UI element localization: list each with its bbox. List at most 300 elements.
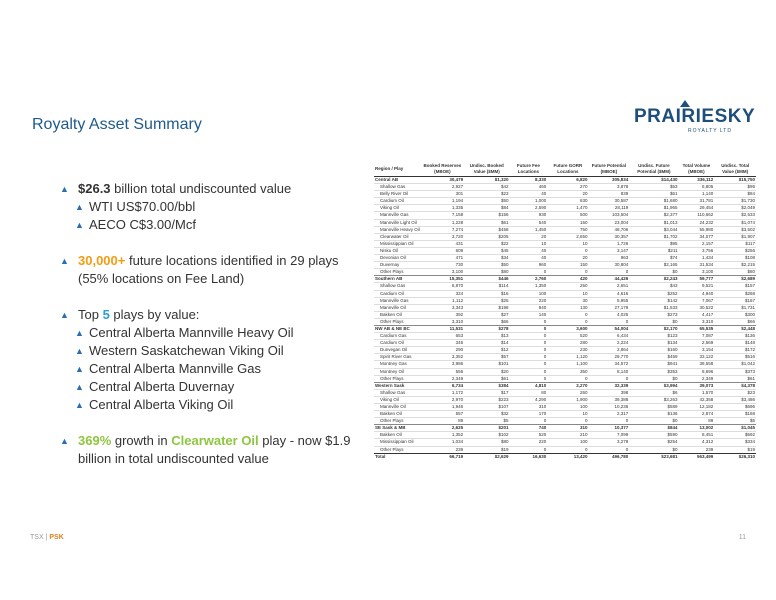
table-cell: $3,263 [629, 396, 678, 403]
table-cell: 8,140 [589, 368, 630, 375]
table-cell: $95 [714, 184, 756, 191]
table-cell: 1,350 [509, 283, 547, 290]
table-cell: 0 [509, 368, 547, 375]
row-label: Montney Oil [374, 368, 421, 375]
table-cell: 2,651 [589, 283, 630, 290]
row-label: Cardium Oil [374, 290, 421, 297]
table-cell: $57 [464, 354, 509, 361]
table-cell: 3,100 [421, 269, 464, 276]
table-cell: $136 [629, 411, 678, 418]
table-cell: 48,706 [589, 226, 630, 233]
table-cell: 520 [547, 333, 588, 340]
table-cell: 80 [509, 389, 547, 396]
table-cell: 540 [509, 219, 547, 226]
table-cell: 0 [509, 446, 547, 453]
table-cell: 1,172 [421, 389, 464, 396]
triangle-bullet-icon: ▲ [60, 256, 69, 266]
region-row [374, 325, 756, 332]
table-cell: $45 [464, 247, 509, 254]
table-cell: 89 [421, 418, 464, 425]
table-cell: $95 [629, 240, 678, 247]
table-cell: 2,874 [679, 411, 715, 418]
row-label: Total [374, 453, 421, 460]
table-cell: $15,750 [714, 177, 756, 184]
table-header-row [374, 163, 756, 177]
table-cell: 7,274 [421, 226, 464, 233]
row-label: Mannville Oil [374, 404, 421, 411]
table-cell: $334 [714, 439, 756, 446]
table-cell: $107 [464, 404, 509, 411]
table-cell: $2,215 [714, 262, 756, 269]
triangle-bullet-icon: ▲ [60, 310, 69, 320]
table-cell: 2,317 [589, 411, 630, 418]
table-cell: 66,719 [421, 453, 464, 460]
table-cell: $1,731 [714, 304, 756, 311]
table-cell: $13 [464, 333, 509, 340]
table-cell: $1,702 [629, 233, 678, 240]
table-cell: $108 [714, 255, 756, 262]
table-cell: 630 [547, 198, 588, 205]
table-cell: $3,994 [629, 382, 678, 389]
table-cell: 563,499 [679, 453, 715, 460]
table-cell: $2,049 [714, 205, 756, 212]
top-play-item: ▲ Central Alberta Mannville Heavy Oil [75, 325, 294, 340]
table-cell: 557 [421, 411, 464, 418]
table-cell: 6,870 [421, 283, 464, 290]
row-label: NW AB & NE BC [374, 325, 421, 332]
table-cell: 40 [509, 191, 547, 198]
row-label: Other Plays [374, 446, 421, 453]
table-cell: $3,486 [714, 396, 756, 403]
table-cell: 220 [509, 297, 547, 304]
table-row [374, 318, 756, 325]
table-cell: 30 [547, 297, 588, 304]
table-row [374, 290, 756, 297]
top-play-item: ▲ Central Alberta Duvernay [75, 379, 235, 394]
table-cell: 2,650 [547, 233, 588, 240]
logo-word-b: SKY [714, 106, 756, 127]
bullet-clearwater-growth: ▲ 369% growth in Clearwater Oil play - now $1.9 billion in total undiscounted value [60, 433, 351, 466]
table-cell: $80 [714, 269, 756, 276]
table-row [374, 262, 756, 269]
col-header: Future Potential (MBOE) [591, 163, 627, 174]
table-cell: 0 [509, 375, 547, 382]
table-cell: 7,067 [679, 297, 715, 304]
row-label: Clearwater Oil [374, 233, 421, 240]
table-row [374, 219, 756, 226]
footer-separator: | [45, 534, 48, 541]
table-cell: 3,147 [589, 247, 630, 254]
table-row [374, 396, 756, 403]
table-cell: $252 [629, 290, 678, 297]
table-cell: $590 [629, 432, 678, 439]
table-cell: 0 [509, 333, 547, 340]
table-cell: 0 [547, 446, 588, 453]
table-cell: 1,228 [421, 219, 464, 226]
table-cell: 3,878 [589, 184, 630, 191]
table-cell: 65,535 [679, 325, 715, 332]
col-header: Undisc. Total Value ($MM) [721, 163, 750, 174]
table-row [374, 389, 756, 396]
table-cell: $142 [629, 297, 678, 304]
table-cell: 3,352 [421, 354, 464, 361]
table-cell: $3,502 [714, 226, 756, 233]
table-row [374, 205, 756, 212]
table-cell: $0 [629, 318, 678, 325]
table-cell: 6,820 [547, 177, 588, 184]
row-label: Western Sask [374, 382, 421, 389]
table-cell: 30,357 [589, 233, 630, 240]
table-cell: 960 [509, 262, 547, 269]
page-title: Royalty Asset Summary [32, 116, 202, 133]
table-cell: 13,002 [679, 425, 715, 432]
table-cell: $61 [629, 191, 678, 198]
table-cell: 3,343 [421, 304, 464, 311]
table-cell: 31,781 [679, 198, 715, 205]
table-row [374, 439, 756, 446]
row-label: Shallow Gas [374, 184, 421, 191]
triangle-bullet-icon: ▲ [75, 202, 84, 212]
table-cell: 30,587 [589, 198, 630, 205]
table-cell: $516 [714, 354, 756, 361]
row-label: Viking Oil [374, 205, 421, 212]
table-cell: $23 [714, 389, 756, 396]
table-cell: 34,077 [679, 233, 715, 240]
row-label: Mississippian Oil [374, 240, 421, 247]
table-cell: 30,522 [679, 304, 715, 311]
table-cell: 170 [509, 411, 547, 418]
table-cell: $2,170 [629, 325, 678, 332]
table-cell: $101 [464, 361, 509, 368]
table-cell: 4,290 [509, 396, 547, 403]
row-label: Cardium Gas [374, 333, 421, 340]
triangle-bullet-icon: ▲ [75, 346, 84, 356]
table-cell: 3,720 [421, 233, 464, 240]
table-cell: 1,352 [421, 432, 464, 439]
table-cell: 2,349 [679, 375, 715, 382]
table-cell: $61 [464, 219, 509, 226]
table-cell: 0 [509, 418, 547, 425]
table-cell: 4,025 [589, 311, 630, 318]
table-cell: $696 [714, 404, 756, 411]
table-cell: 12,182 [679, 404, 715, 411]
region-row [374, 177, 756, 184]
table-cell: 301 [421, 191, 464, 198]
table-cell: $205 [464, 233, 509, 240]
table-row [374, 304, 756, 311]
table-cell: 0 [547, 269, 588, 276]
table-cell: 336,112 [679, 177, 715, 184]
table-cell: 0 [509, 347, 547, 354]
row-label: Mississippian Oil [374, 439, 421, 446]
table-cell: $66 [464, 318, 509, 325]
table-cell: $114 [464, 283, 509, 290]
table-cell: 3,600 [547, 325, 588, 332]
table-cell: $20 [464, 368, 509, 375]
table-cell: 0 [589, 375, 630, 382]
table-cell: 500 [547, 212, 588, 219]
region-row [374, 425, 756, 432]
table-cell: $23 [464, 191, 509, 198]
table-cell: 4,810 [509, 382, 547, 389]
table-cell: $4,378 [714, 382, 756, 389]
row-label: Devonian Oil [374, 255, 421, 262]
table-row [374, 283, 756, 290]
table-cell: 496,780 [589, 453, 630, 460]
table-cell: $134 [629, 340, 678, 347]
table-cell: 239 [679, 446, 715, 453]
table-cell: $1,680 [629, 198, 678, 205]
psk-label: PSK [49, 534, 64, 541]
table-cell: 0 [589, 418, 630, 425]
table-cell: 2,349 [421, 375, 464, 382]
table-cell: 1,726 [589, 240, 630, 247]
table-cell: 27,179 [589, 304, 630, 311]
triangle-bullet-icon: ▲ [60, 436, 69, 446]
triangle-bullet-icon: ▲ [75, 400, 84, 410]
row-label: Other Plays [374, 318, 421, 325]
table-cell: $0 [629, 375, 678, 382]
table-row [374, 212, 756, 219]
table-cell: 280 [547, 340, 588, 347]
table-cell: $74 [629, 255, 678, 262]
row-label: Viking Oil [374, 396, 421, 403]
table-cell: $25 [464, 297, 509, 304]
row-label: Cardium Oil [374, 340, 421, 347]
table-cell: 39,073 [679, 382, 715, 389]
table-cell: $157 [714, 283, 756, 290]
bullet-aeco: ▲ AECO C$3.00/Mcf [75, 217, 196, 232]
table-cell: $123 [629, 333, 678, 340]
table-cell: $2,533 [714, 212, 756, 219]
row-label: Shallow Gas [374, 283, 421, 290]
table-cell: 520 [509, 432, 547, 439]
table-cell: 150 [547, 262, 588, 269]
table-cell: 740 [509, 425, 547, 432]
table-cell: 10 [547, 411, 588, 418]
table-cell: $160 [629, 347, 678, 354]
row-label: Mannville Gas [374, 212, 421, 219]
table-cell: 55,980 [679, 226, 715, 233]
table-cell: 40 [509, 255, 547, 262]
table-cell: 40 [509, 247, 547, 254]
logo-subtitle: ROYALTY LTD [688, 128, 732, 134]
table-cell: $66 [714, 318, 756, 325]
col-header: Region / Play [375, 166, 404, 171]
table-cell: $1,013 [629, 219, 678, 226]
table-cell: 2,970 [421, 396, 464, 403]
table-cell: 0 [547, 418, 588, 425]
table-cell: 324 [421, 290, 464, 297]
table-cell: 350 [547, 368, 588, 375]
table-cell: 2,157 [679, 240, 715, 247]
bullet-total-value: ▲ $26.3 billion total undiscounted value [60, 181, 292, 196]
table-cell: 460 [509, 184, 547, 191]
table-cell: $1,730 [714, 198, 756, 205]
table-cell: 1,034 [421, 439, 464, 446]
table-cell: 20 [547, 255, 588, 262]
table-cell: 39,388 [589, 396, 630, 403]
table-cell: $43 [629, 283, 678, 290]
table-cell: $589 [629, 404, 678, 411]
table-cell: 609 [421, 247, 464, 254]
table-cell: 0 [589, 269, 630, 276]
table-row [374, 375, 756, 382]
table-cell: 0 [589, 446, 630, 453]
table-cell: $373 [714, 368, 756, 375]
table-row [374, 368, 756, 375]
table-cell: $14 [464, 340, 509, 347]
table-cell: 89 [679, 418, 715, 425]
table-cell: 6,434 [589, 333, 630, 340]
table-cell: 310 [547, 425, 588, 432]
table-cell: $941 [629, 361, 678, 368]
row-label: Other Plays [374, 418, 421, 425]
table-cell: $1,320 [464, 177, 509, 184]
table-cell: 1,120 [547, 354, 588, 361]
total-row [374, 453, 756, 460]
table-cell: 32,339 [589, 382, 630, 389]
table-cell: 556 [421, 368, 464, 375]
table-cell: $1,533 [629, 304, 678, 311]
table-cell: 0 [509, 269, 547, 276]
table-row [374, 432, 756, 439]
table-cell: $136 [714, 333, 756, 340]
table-cell: $6 [629, 389, 678, 396]
table-cell: 130 [547, 304, 588, 311]
table-cell: 0 [509, 361, 547, 368]
table-row [374, 361, 756, 368]
triangle-bullet-icon: ▲ [75, 382, 84, 392]
table-cell: $53 [629, 184, 678, 191]
table-cell: 42,358 [679, 396, 715, 403]
table-row [374, 404, 756, 411]
table-row [374, 446, 756, 453]
row-label: Other Plays [374, 269, 421, 276]
triangle-bullet-icon: ▲ [75, 364, 84, 374]
row-label: Other Plays [374, 375, 421, 382]
table-cell: 3,310 [421, 318, 464, 325]
table-cell: 0 [509, 325, 547, 332]
table-cell: 4,312 [679, 439, 715, 446]
table-cell: $3,044 [629, 226, 678, 233]
table-cell: 1,100 [547, 361, 588, 368]
table-cell: 2,625 [421, 425, 464, 432]
table-cell: 7,158 [421, 212, 464, 219]
table-cell: 310 [509, 404, 547, 411]
table-cell: 2,224 [589, 340, 630, 347]
table-cell: 3,154 [679, 347, 715, 354]
region-row [374, 382, 756, 389]
top-play-item: ▲ Central Alberta Viking Oil [75, 397, 234, 412]
table-cell: 3,756 [679, 247, 715, 254]
table-row [374, 198, 756, 205]
table-row [374, 297, 756, 304]
table-cell: 3,278 [589, 439, 630, 446]
table-cell: 150 [547, 219, 588, 226]
table-cell: 13,420 [547, 453, 588, 460]
table-cell: 0 [589, 318, 630, 325]
table-cell: $300 [714, 311, 756, 318]
table-cell: 10,377 [589, 425, 630, 432]
table-cell: 839 [589, 191, 630, 198]
table-cell: 0 [547, 318, 588, 325]
table-cell: 8,696 [679, 368, 715, 375]
table-cell: 9,521 [679, 283, 715, 290]
row-label: Bakken Oil [374, 311, 421, 318]
table-cell: $80 [464, 439, 509, 446]
row-label: Central AB [374, 177, 421, 184]
row-label: Duvernay [374, 262, 421, 269]
row-label: Bakken Oil [374, 432, 421, 439]
table-cell: $12 [464, 347, 509, 354]
table-cell: 1,450 [509, 226, 547, 233]
table-cell: $5 [714, 418, 756, 425]
table-row [374, 418, 756, 425]
table-cell: $254 [629, 439, 678, 446]
table-cell: $156 [464, 212, 509, 219]
table-cell: 930 [509, 212, 547, 219]
table-cell: 1,946 [421, 404, 464, 411]
col-header: Future GORR Locations [553, 163, 583, 174]
table-cell: 471 [421, 255, 464, 262]
table-cell: $1,074 [714, 219, 756, 226]
logo-word-a: PRAIRIE [634, 106, 715, 127]
table-cell: $1,042 [714, 361, 756, 368]
table-cell: 5,955 [589, 297, 630, 304]
triangle-bullet-icon: ▲ [75, 328, 84, 338]
page-number: 11 [738, 534, 746, 541]
table-cell: 31,534 [679, 262, 715, 269]
table-cell: 431 [421, 240, 464, 247]
row-label: Southern AB [374, 276, 421, 283]
table-cell: $353 [629, 368, 678, 375]
table-cell: 750 [547, 226, 588, 233]
table-cell: 2,590 [509, 205, 547, 212]
table-cell: 420 [547, 276, 588, 283]
table-cell: $22 [464, 240, 509, 247]
table-cell: 2,760 [509, 276, 547, 283]
table-cell: $2,448 [714, 325, 756, 332]
table-cell: $84 [714, 191, 756, 198]
table-cell: 0 [509, 340, 547, 347]
table-cell: $50 [464, 262, 509, 269]
table-cell: $5 [464, 418, 509, 425]
table-row [374, 347, 756, 354]
table-cell: 8,451 [679, 432, 715, 439]
table-cell: $446 [464, 276, 509, 283]
table-cell: 0 [547, 311, 588, 318]
royalty-asset-table [374, 163, 756, 460]
row-label: Dunvegan Oil [374, 347, 421, 354]
table-cell: $117 [714, 240, 756, 247]
table-cell: $167 [714, 297, 756, 304]
col-header: Undisc. Future Potential ($MM) [637, 163, 671, 174]
table-cell: $23,681 [629, 453, 678, 460]
bullet-top-plays: ▲ Top 5 plays by value: [60, 307, 200, 322]
table-row [374, 184, 756, 191]
table-cell: 1,000 [509, 198, 547, 205]
table-cell: $0 [629, 446, 678, 453]
bullet-future-locations: ▲ 30,000+ future locations identified in 29 plays (55% locations on Fee Land) [60, 253, 339, 286]
row-label: Mannville Light Oil [374, 219, 421, 226]
top-play-item: ▲ Western Saskatchewan Viking Oil [75, 343, 284, 358]
table-row [374, 255, 756, 262]
table-cell: 1,112 [421, 297, 464, 304]
table-cell: 10,236 [589, 404, 630, 411]
table-cell: $459 [629, 354, 678, 361]
table-cell: 653 [421, 333, 464, 340]
